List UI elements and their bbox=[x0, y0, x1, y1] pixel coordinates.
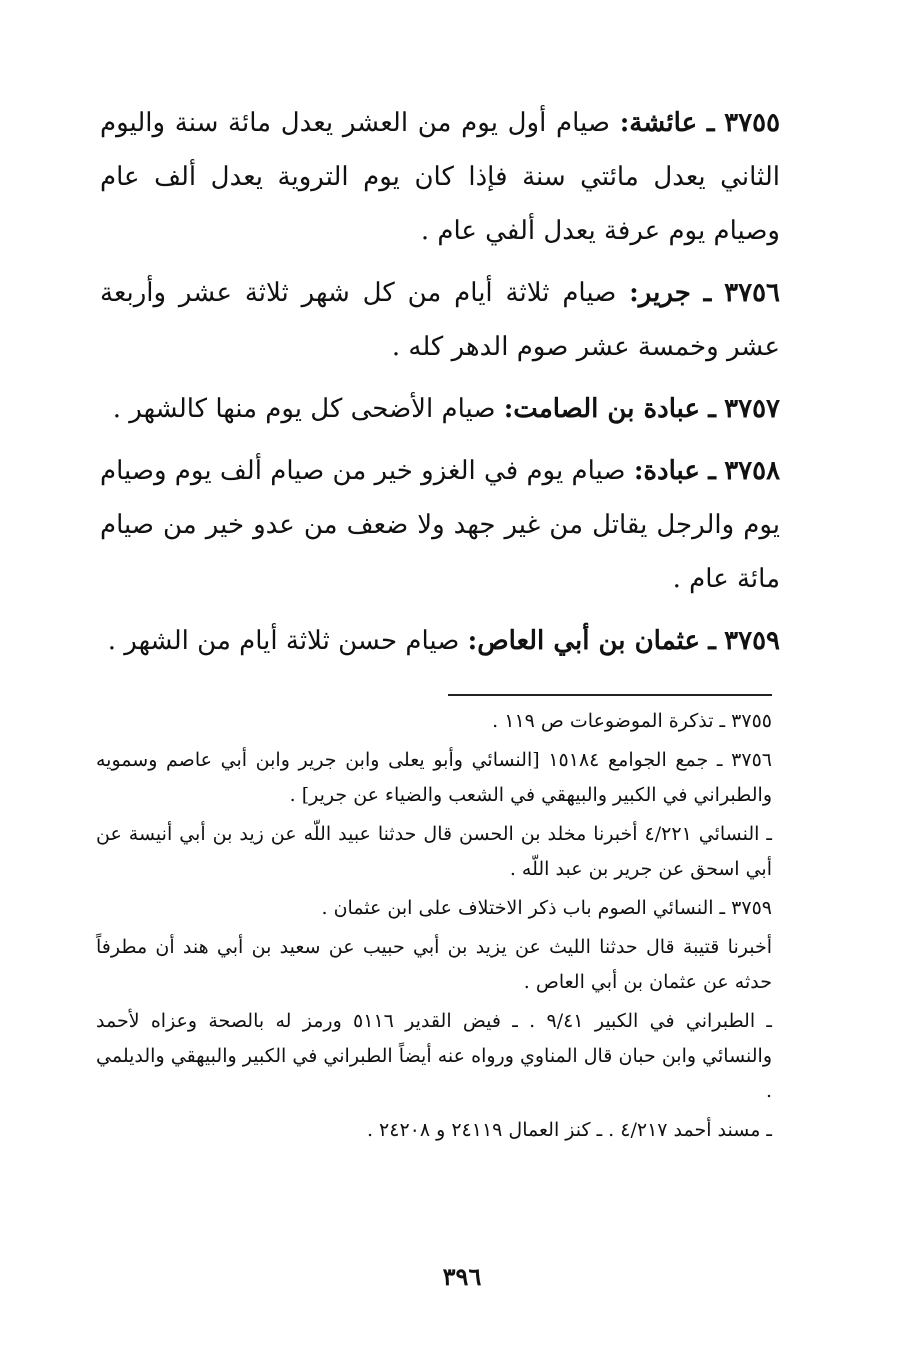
hadith-number: ٣٧٥٧ bbox=[724, 394, 780, 424]
hadith-text: صيام أول يوم من العشر يعدل مائة سنة واليوم الثاني يعدل مائتي سنة فإذا كان يوم التروية يعدل ألف عام وصيام يوم عرفة يعدل ألفي عام . bbox=[100, 108, 780, 246]
hadith-text: صيام يوم في الغزو خير من صيام ألف يوم وصيام يوم والرجل يقاتل من غير جهد ولا ضعف من عدو خير من صيام مائة عام . bbox=[100, 456, 780, 594]
footnote: ٣٧٥٥ ـ تذكرة الموضوعات ص ١١٩ . bbox=[492, 710, 772, 732]
footnotes bbox=[96, 704, 772, 1152]
footnote: ـ النسائي ٤/٢٢١ أخبرنا مخلد بن الحسن قال حدثنا عبيد اللّه عن زيد بن أبي أنيسة عن أبي اسحق عن جرير بن عبد اللّه . bbox=[96, 823, 772, 880]
hadith-text: صيام ثلاثة أيام من كل شهر ثلاثة عشر وأربعة عشر وخمسة عشر صوم الدهر كله . bbox=[100, 278, 780, 362]
dash: ـ bbox=[706, 108, 715, 138]
narrator-name: عائشة bbox=[629, 108, 698, 138]
colon: : bbox=[503, 394, 514, 424]
footnote: ٣٧٥٦ ـ جمع الجوامع ١٥١٨٤ [النسائي وأبو يعلى وابن جرير وابن أبي عاصم وسمويه والطبراني في الكبير والبيهقي في الشعب والضياء عن جرير] . bbox=[96, 749, 772, 806]
footnote: ـ الطبراني في الكبير ٩/٤١ . ـ فيض القدير ٥١١٦ ورمز له بالصحة وعزاه لأحمد والنسائي وابن حبان قال المناوي ورواه عنه أيضاً الطبراني في الكبير والبيهقي والديلمي . bbox=[96, 1010, 772, 1102]
footnote: أخبرنا قتيبة قال حدثنا الليث عن يزيد بن أبي حبيب عن سعيد بن أبي هند أن مطرفاً حدثه عن عثمان بن أبي العاص . bbox=[96, 936, 772, 993]
hadith-text: صيام الأضحى كل يوم منها كالشهر . bbox=[112, 394, 496, 424]
hadith-text: صيام حسن ثلاثة أيام من الشهر . bbox=[107, 626, 460, 656]
hadith-number: ٣٧٥٨ bbox=[724, 456, 781, 486]
narrator-name: عبادة بن الصامت bbox=[513, 394, 700, 424]
hadith-entry-3755 bbox=[100, 96, 780, 258]
hadith-entry-3756 bbox=[100, 266, 780, 374]
hadith-entry-3759 bbox=[100, 614, 780, 668]
colon: : bbox=[619, 108, 630, 138]
dash: ـ bbox=[708, 456, 716, 486]
footnote: ٣٧٥٩ ـ النسائي الصوم باب ذكر الاختلاف على ابن عثمان . bbox=[321, 897, 772, 919]
hadith-number: ٣٧٥٩ bbox=[724, 626, 780, 656]
dash: ـ bbox=[708, 626, 716, 656]
dash: ـ bbox=[703, 278, 712, 308]
hadith-number: ٣٧٥٦ bbox=[724, 278, 780, 308]
dash: ـ bbox=[708, 394, 716, 424]
page-number: ٣٩٦ bbox=[442, 1262, 482, 1291]
hadith-entry-3758 bbox=[100, 444, 780, 606]
footnote: ـ مسند أحمد ٤/٢١٧ . ـ كنز العمال ٢٤١١٩ و ٢٤٢٠٨ . bbox=[366, 1119, 772, 1141]
hadith-number: ٣٧٥٥ bbox=[724, 108, 781, 138]
hadith-entries bbox=[100, 96, 780, 676]
colon: : bbox=[629, 278, 639, 308]
colon: : bbox=[467, 626, 478, 656]
colon: : bbox=[633, 456, 644, 486]
narrator-name: عثمان بن أبي العاص bbox=[477, 626, 700, 656]
footnote-separator bbox=[448, 694, 772, 696]
narrator-name: جرير bbox=[638, 278, 691, 308]
narrator-name: عبادة bbox=[643, 456, 700, 486]
hadith-entry-3757 bbox=[100, 382, 780, 436]
